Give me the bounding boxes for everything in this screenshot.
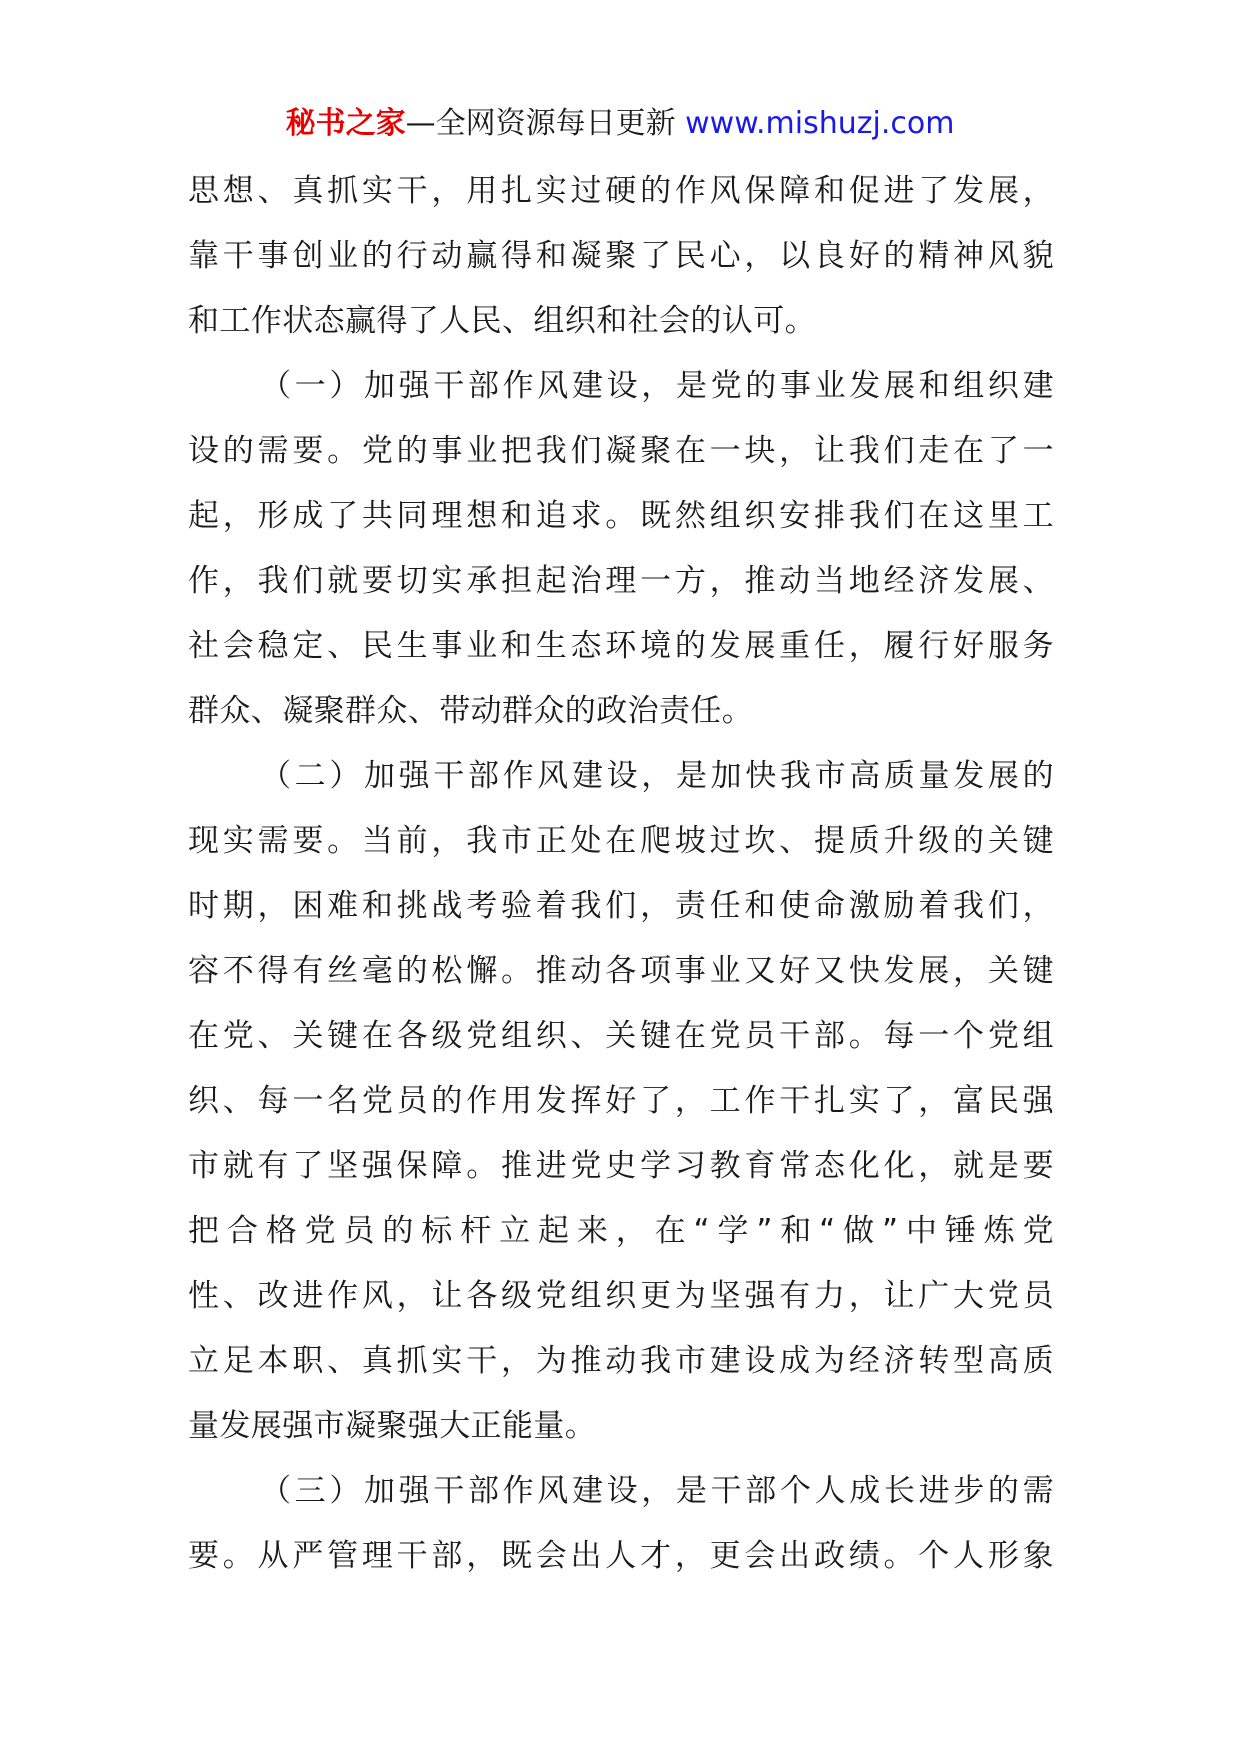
text-line: 立足本职、真抓实干，为推动我市建设成为经济转型高质: [188, 1343, 1054, 1379]
section-3-heading-line: （三）加强干部作风建设，是干部个人成长进步的需: [260, 1473, 1054, 1509]
section-1-heading-line: （一）加强干部作风建设，是党的事业发展和组织建: [260, 368, 1054, 404]
text-line: 社会稳定、民生事业和生态环境的发展重任，履行好服务: [188, 628, 1054, 664]
text-line: 起，形成了共同理想和追求。既然组织安排我们在这里工: [188, 498, 1054, 534]
text-line: 设的需要。党的事业把我们凝聚在一块，让我们走在了一: [188, 433, 1054, 469]
text-line: 织、每一名党员的作用发挥好了，工作干扎实了，富民强: [188, 1083, 1054, 1119]
text-line: 把合格党员的标杆立起来，在“学”和“做”中锤炼党: [188, 1213, 1054, 1249]
text-line: 现实需要。当前，我市正处在爬坡过坎、提质升级的关键: [188, 823, 1054, 859]
header-tagline: —全网资源每日更新: [405, 106, 676, 141]
text-line: 市就有了坚强保障。推进党史学习教育常态化化，就是要: [188, 1148, 1054, 1184]
text-line: 性、改进作风，让各级党组织更为坚强有力，让广大党员: [188, 1278, 1054, 1314]
text-line: 群众、凝聚群众、带动群众的政治责任。: [188, 693, 754, 729]
text-line: 靠干事创业的行动赢得和凝聚了民心，以良好的精神风貌: [188, 238, 1054, 274]
header-brand: 秘书之家: [285, 106, 406, 141]
text-line: 要。从严管理干部，既会出人才，更会出政绩。个人形象: [188, 1538, 1054, 1574]
text-line: 容不得有丝毫的松懈。推动各项事业又好又快发展，关键: [188, 953, 1054, 989]
page-header: [0, 102, 1240, 146]
text-line: 思想、真抓实干，用扎实过硬的作风保障和促进了发展，: [188, 173, 1054, 209]
header-url-link[interactable]: www.mishuzj.com: [685, 106, 955, 141]
text-line: 作，我们就要切实承担起治理一方，推动当地经济发展、: [188, 563, 1054, 599]
document-body: [188, 159, 1054, 1589]
text-line: 和工作状态赢得了人民、组织和社会的认可。: [188, 303, 816, 339]
text-line: 量发展强市凝聚强大正能量。: [188, 1408, 597, 1444]
text-line: 时期，困难和挑战考验着我们，责任和使命激励着我们，: [188, 888, 1054, 924]
text-line: 在党、关键在各级党组织、关键在党员干部。每一个党组: [188, 1018, 1054, 1054]
section-2-heading-line: （二）加强干部作风建设，是加快我市高质量发展的: [260, 758, 1054, 794]
